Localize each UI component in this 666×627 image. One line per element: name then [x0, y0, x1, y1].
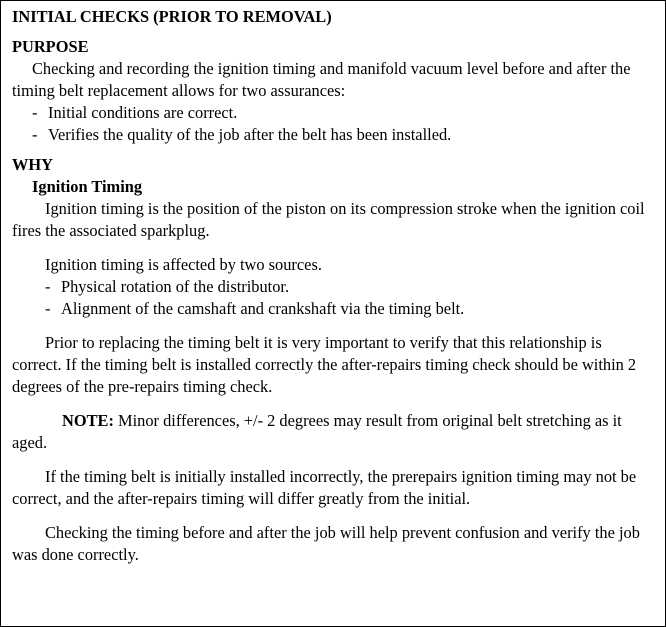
list-item-text: Alignment of the camshaft and crankshaft via the timing belt. [61, 299, 465, 318]
list-item [45, 276, 655, 298]
purpose-paragraph: Checking and recording the ignition timing and manifold vacuum level before and after the timing belt replacement allows for two assurances: [12, 59, 631, 100]
why-paragraph-4: If the timing belt is initially installed incorrectly, the prerepairs ignition timing may not be correct, and the after-repairs timing will differ greatly from the initial. [12, 467, 637, 508]
why-heading: WHY [12, 155, 53, 174]
purpose-list [12, 102, 655, 146]
timing-sources-list [12, 276, 655, 320]
why-paragraph-5: Checking the timing before and after the job will help prevent confusion and verify the job was done correctly. [12, 523, 640, 564]
list-item-text: Physical rotation of the distributor. [61, 277, 290, 296]
note-paragraph [12, 410, 655, 454]
why-paragraph-2: Ignition timing is affected by two sources. [45, 255, 322, 274]
list-item [32, 124, 655, 146]
document-title: INITIAL CHECKS (PRIOR TO REMOVAL) [12, 7, 332, 26]
list-item-text: Initial conditions are correct. [48, 103, 238, 122]
dash-bullet: - [32, 103, 38, 122]
dash-bullet: - [32, 125, 38, 144]
list-item [45, 298, 655, 320]
ignition-timing-subheading: Ignition Timing [32, 177, 143, 196]
list-item-text: Verifies the quality of the job after the belt has been installed. [48, 125, 452, 144]
note-text: Minor differences, +/- 2 degrees may result from original belt stretching as it aged. [12, 411, 622, 452]
note-label: NOTE: [62, 411, 114, 430]
list-item [32, 102, 655, 124]
why-paragraph-3: Prior to replacing the timing belt it is very important to verify that this relationship is correct. If the timing belt is installed correctly the after-repairs timing check should be within 2 degrees of the pre-repairs timing check. [12, 333, 637, 396]
dash-bullet: - [45, 277, 51, 296]
purpose-heading: PURPOSE [12, 37, 89, 56]
why-paragraph-1: Ignition timing is the position of the piston on its compression stroke when the ignition coil fires the associated sparkplug. [12, 199, 645, 240]
dash-bullet: - [45, 299, 51, 318]
